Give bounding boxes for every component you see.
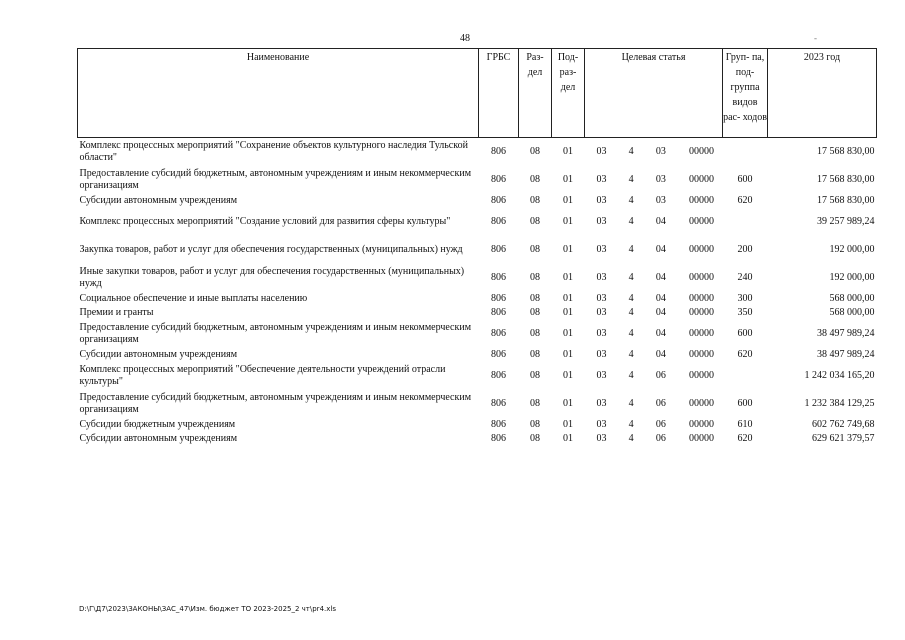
row-celevaya-statya bbox=[585, 166, 723, 194]
celevaya-statya-part-3: 04 bbox=[655, 271, 666, 283]
row-grbs: 806 bbox=[491, 306, 506, 318]
row-name: Субсидии бюджетным учреждениям bbox=[79, 418, 236, 430]
row-podrazdel: 01 bbox=[563, 173, 573, 185]
row-celevaya-statya bbox=[585, 264, 723, 292]
row-celevaya-statya bbox=[585, 306, 723, 320]
row-razdel: 08 bbox=[530, 271, 540, 283]
page-number: 48 bbox=[460, 33, 470, 44]
row-podrazdel: 01 bbox=[563, 292, 573, 304]
row-razdel: 08 bbox=[530, 327, 540, 339]
celevaya-statya-part-3: 03 bbox=[655, 173, 666, 185]
row-name: Премии и гранты bbox=[79, 306, 154, 318]
row-celevaya-statya bbox=[585, 208, 723, 236]
celevaya-statya-part-3: 04 bbox=[655, 243, 666, 255]
row-name: Субсидии автономным учреждениям bbox=[79, 194, 238, 206]
table-body bbox=[78, 138, 877, 447]
celevaya-statya-part-4: 00000 bbox=[688, 348, 714, 360]
row-amount-2023: 38 497 989,24 bbox=[817, 348, 875, 360]
header-celevaya-statya: Целевая статья bbox=[585, 49, 723, 138]
celevaya-statya-part-2: 4 bbox=[628, 271, 634, 283]
celevaya-statya-parts bbox=[587, 272, 721, 285]
row-grbs: 806 bbox=[491, 173, 506, 185]
row-razdel: 08 bbox=[530, 306, 540, 318]
row-name: Иные закупки товаров, работ и услуг для обеспечения государственных (муниципальных) нужд bbox=[79, 265, 465, 289]
row-amount-2023: 192 000,00 bbox=[829, 243, 875, 255]
celevaya-statya-part-1: 03 bbox=[596, 418, 607, 430]
row-celevaya-statya bbox=[585, 362, 723, 390]
celevaya-statya-part-3: 04 bbox=[655, 327, 666, 339]
row-name: Социальное обеспечение и иные выплаты населению bbox=[79, 292, 308, 304]
celevaya-statya-part-2: 4 bbox=[628, 292, 634, 304]
row-name: Комплекс процессных мероприятий "Обеспечение деятельности учреждений отрасли культуры" bbox=[79, 363, 446, 387]
row-vid-rashodov: 600 bbox=[737, 173, 753, 185]
row-name: Предоставление субсидий бюджетным, автономным учреждениям и иным некоммерческим организациям bbox=[79, 167, 472, 191]
row-amount-2023: 192 000,00 bbox=[829, 271, 875, 283]
row-podrazdel: 01 bbox=[563, 194, 573, 206]
celevaya-statya-part-4: 00000 bbox=[688, 145, 714, 157]
celevaya-statya-part-4: 00000 bbox=[688, 327, 714, 339]
row-vid-rashodov: 610 bbox=[737, 418, 753, 430]
row-vid-rashodov: 620 bbox=[737, 432, 753, 444]
header-grbs: ГРБС bbox=[479, 49, 519, 138]
celevaya-statya-parts bbox=[587, 244, 721, 257]
row-razdel: 08 bbox=[530, 215, 540, 227]
row-grbs: 806 bbox=[491, 215, 506, 227]
page-dash: - bbox=[814, 33, 817, 43]
celevaya-statya-part-4: 00000 bbox=[688, 397, 714, 409]
row-razdel: 08 bbox=[530, 173, 540, 185]
row-grbs: 806 bbox=[491, 418, 506, 430]
celevaya-statya-parts bbox=[587, 307, 721, 320]
row-podrazdel: 01 bbox=[563, 271, 573, 283]
celevaya-statya-part-3: 04 bbox=[655, 292, 666, 304]
celevaya-statya-part-3: 03 bbox=[655, 194, 666, 206]
row-amount-2023: 1 242 034 165,20 bbox=[804, 369, 875, 381]
row-vid-rashodov: 300 bbox=[737, 292, 753, 304]
row-razdel: 08 bbox=[530, 418, 540, 430]
row-razdel: 08 bbox=[530, 348, 540, 360]
row-celevaya-statya bbox=[585, 432, 723, 446]
celevaya-statya-part-2: 4 bbox=[628, 194, 634, 206]
row-podrazdel: 01 bbox=[563, 348, 573, 360]
celevaya-statya-parts bbox=[587, 328, 721, 341]
celevaya-statya-part-1: 03 bbox=[596, 432, 607, 444]
row-name: Закупка товаров, работ и услуг для обеспечения государственных (муниципальных) нужд bbox=[79, 243, 463, 255]
celevaya-statya-part-4: 00000 bbox=[688, 369, 714, 381]
row-vid-rashodov: 200 bbox=[737, 243, 753, 255]
celevaya-statya-part-3: 06 bbox=[655, 432, 666, 444]
table-row bbox=[78, 418, 877, 432]
celevaya-statya-part-3: 06 bbox=[655, 397, 666, 409]
table-row bbox=[78, 432, 877, 446]
celevaya-statya-part-3: 04 bbox=[655, 348, 666, 360]
row-vid-rashodov: 620 bbox=[737, 194, 753, 206]
table-row bbox=[78, 390, 877, 418]
row-grbs: 806 bbox=[491, 432, 506, 444]
header-row bbox=[78, 49, 877, 138]
row-celevaya-statya bbox=[585, 138, 723, 167]
celevaya-statya-parts bbox=[587, 349, 721, 362]
celevaya-statya-part-2: 4 bbox=[628, 243, 634, 255]
celevaya-statya-part-2: 4 bbox=[628, 397, 634, 409]
budget-table bbox=[77, 48, 877, 446]
celevaya-statya-part-1: 03 bbox=[596, 173, 607, 185]
celevaya-statya-part-4: 00000 bbox=[688, 306, 714, 318]
celevaya-statya-part-4: 00000 bbox=[688, 173, 714, 185]
celevaya-statya-part-3: 03 bbox=[655, 145, 666, 157]
celevaya-statya-part-1: 03 bbox=[596, 243, 607, 255]
celevaya-statya-parts bbox=[587, 216, 721, 229]
celevaya-statya-parts bbox=[587, 146, 721, 159]
row-podrazdel: 01 bbox=[563, 327, 573, 339]
row-celevaya-statya bbox=[585, 348, 723, 362]
table-row bbox=[78, 208, 877, 236]
header-podrazdel: Под- раз- дел bbox=[552, 49, 585, 138]
file-path-footer: D:\Г\Д7\2023\ЗАКОНЫ\ЗАС_47\Изм. бюджет ТО 2023-2025_2 чт\pr4.xls bbox=[79, 605, 336, 613]
header-year: 2023 год bbox=[768, 49, 877, 138]
row-razdel: 08 bbox=[530, 432, 540, 444]
row-name: Субсидии автономным учреждениям bbox=[79, 348, 238, 360]
table-row bbox=[78, 166, 877, 194]
row-razdel: 08 bbox=[530, 145, 540, 157]
celevaya-statya-part-1: 03 bbox=[596, 369, 607, 381]
celevaya-statya-parts bbox=[587, 195, 721, 208]
row-name: Комплекс процессных мероприятий "Сохранение объектов культурного наследия Тульской области" bbox=[79, 139, 468, 163]
row-podrazdel: 01 bbox=[563, 215, 573, 227]
celevaya-statya-part-2: 4 bbox=[628, 306, 634, 318]
row-amount-2023: 17 568 830,00 bbox=[817, 145, 875, 157]
celevaya-statya-parts bbox=[587, 433, 721, 446]
row-name: Предоставление субсидий бюджетным, автономным учреждениям и иным некоммерческим организациям bbox=[79, 391, 472, 415]
table-row bbox=[78, 194, 877, 208]
row-celevaya-statya bbox=[585, 236, 723, 264]
row-vid-rashodov bbox=[723, 362, 768, 390]
celevaya-statya-part-2: 4 bbox=[628, 369, 634, 381]
header-gruppa-vidov-rashodov: Груп- па, под- группа видов рас- ходов bbox=[723, 49, 768, 138]
row-vid-rashodov bbox=[723, 208, 768, 236]
celevaya-statya-part-3: 04 bbox=[655, 215, 666, 227]
celevaya-statya-part-4: 00000 bbox=[688, 215, 714, 227]
table-row bbox=[78, 320, 877, 348]
table-row bbox=[78, 138, 877, 167]
celevaya-statya-part-3: 04 bbox=[655, 306, 666, 318]
celevaya-statya-parts bbox=[587, 370, 721, 383]
row-grbs: 806 bbox=[491, 243, 506, 255]
table-row bbox=[78, 306, 877, 320]
row-amount-2023: 568 000,00 bbox=[829, 292, 875, 304]
row-razdel: 08 bbox=[530, 194, 540, 206]
row-razdel: 08 bbox=[530, 397, 540, 409]
celevaya-statya-part-4: 00000 bbox=[688, 194, 714, 206]
row-vid-rashodov bbox=[723, 138, 768, 167]
celevaya-statya-part-1: 03 bbox=[596, 327, 607, 339]
row-podrazdel: 01 bbox=[563, 432, 573, 444]
row-grbs: 806 bbox=[491, 292, 506, 304]
celevaya-statya-part-4: 00000 bbox=[688, 432, 714, 444]
row-name: Комплекс процессных мероприятий "Создание условий для развития сферы культуры" bbox=[79, 215, 451, 227]
row-podrazdel: 01 bbox=[563, 243, 573, 255]
row-amount-2023: 568 000,00 bbox=[829, 306, 875, 318]
celevaya-statya-parts bbox=[587, 174, 721, 187]
row-razdel: 08 bbox=[530, 292, 540, 304]
celevaya-statya-part-4: 00000 bbox=[688, 418, 714, 430]
celevaya-statya-parts bbox=[587, 419, 721, 432]
row-grbs: 806 bbox=[491, 194, 506, 206]
celevaya-statya-part-1: 03 bbox=[596, 271, 607, 283]
row-amount-2023: 1 232 384 129,25 bbox=[804, 397, 875, 409]
celevaya-statya-part-4: 00000 bbox=[688, 243, 714, 255]
row-podrazdel: 01 bbox=[563, 369, 573, 381]
row-podrazdel: 01 bbox=[563, 145, 573, 157]
row-amount-2023: 17 568 830,00 bbox=[817, 173, 875, 185]
celevaya-statya-part-2: 4 bbox=[628, 418, 634, 430]
row-vid-rashodov: 600 bbox=[737, 327, 753, 339]
celevaya-statya-part-1: 03 bbox=[596, 292, 607, 304]
row-podrazdel: 01 bbox=[563, 306, 573, 318]
celevaya-statya-part-3: 06 bbox=[655, 418, 666, 430]
celevaya-statya-part-1: 03 bbox=[596, 397, 607, 409]
row-grbs: 806 bbox=[491, 348, 506, 360]
celevaya-statya-parts bbox=[587, 398, 721, 411]
row-amount-2023: 17 568 830,00 bbox=[817, 194, 875, 206]
header-razdel: Раз- дел bbox=[519, 49, 552, 138]
celevaya-statya-part-1: 03 bbox=[596, 306, 607, 318]
row-name: Субсидии автономным учреждениям bbox=[79, 432, 238, 444]
celevaya-statya-part-2: 4 bbox=[628, 145, 634, 157]
table-row bbox=[78, 362, 877, 390]
table-row bbox=[78, 264, 877, 292]
table-header bbox=[78, 49, 877, 138]
row-grbs: 806 bbox=[491, 327, 506, 339]
celevaya-statya-part-1: 03 bbox=[596, 145, 607, 157]
row-grbs: 806 bbox=[491, 271, 506, 283]
celevaya-statya-part-4: 00000 bbox=[688, 292, 714, 304]
celevaya-statya-part-1: 03 bbox=[596, 348, 607, 360]
row-celevaya-statya bbox=[585, 292, 723, 306]
row-celevaya-statya bbox=[585, 390, 723, 418]
row-grbs: 806 bbox=[491, 369, 506, 381]
celevaya-statya-part-2: 4 bbox=[628, 173, 634, 185]
row-podrazdel: 01 bbox=[563, 418, 573, 430]
row-vid-rashodov: 600 bbox=[737, 397, 753, 409]
celevaya-statya-part-4: 00000 bbox=[688, 271, 714, 283]
row-amount-2023: 629 621 379,57 bbox=[812, 432, 875, 444]
row-amount-2023: 38 497 989,24 bbox=[817, 327, 875, 339]
row-celevaya-statya bbox=[585, 194, 723, 208]
row-razdel: 08 bbox=[530, 243, 540, 255]
row-vid-rashodov: 350 bbox=[737, 306, 753, 318]
row-celevaya-statya bbox=[585, 418, 723, 432]
celevaya-statya-part-3: 06 bbox=[655, 369, 666, 381]
row-name: Предоставление субсидий бюджетным, автономным учреждениям и иным некоммерческим организациям bbox=[79, 321, 472, 345]
celevaya-statya-part-2: 4 bbox=[628, 215, 634, 227]
table-row bbox=[78, 348, 877, 362]
row-celevaya-statya bbox=[585, 320, 723, 348]
table-row bbox=[78, 292, 877, 306]
row-grbs: 806 bbox=[491, 145, 506, 157]
celevaya-statya-part-1: 03 bbox=[596, 194, 607, 206]
celevaya-statya-parts bbox=[587, 293, 721, 306]
table-row bbox=[78, 236, 877, 264]
row-vid-rashodov: 240 bbox=[737, 271, 753, 283]
celevaya-statya-part-2: 4 bbox=[628, 348, 634, 360]
row-amount-2023: 39 257 989,24 bbox=[817, 215, 875, 227]
row-grbs: 806 bbox=[491, 397, 506, 409]
row-podrazdel: 01 bbox=[563, 397, 573, 409]
celevaya-statya-part-2: 4 bbox=[628, 432, 634, 444]
celevaya-statya-part-1: 03 bbox=[596, 215, 607, 227]
row-razdel: 08 bbox=[530, 369, 540, 381]
celevaya-statya-part-2: 4 bbox=[628, 327, 634, 339]
row-vid-rashodov: 620 bbox=[737, 348, 753, 360]
header-name: Наименование bbox=[78, 49, 479, 138]
row-amount-2023: 602 762 749,68 bbox=[812, 418, 875, 430]
